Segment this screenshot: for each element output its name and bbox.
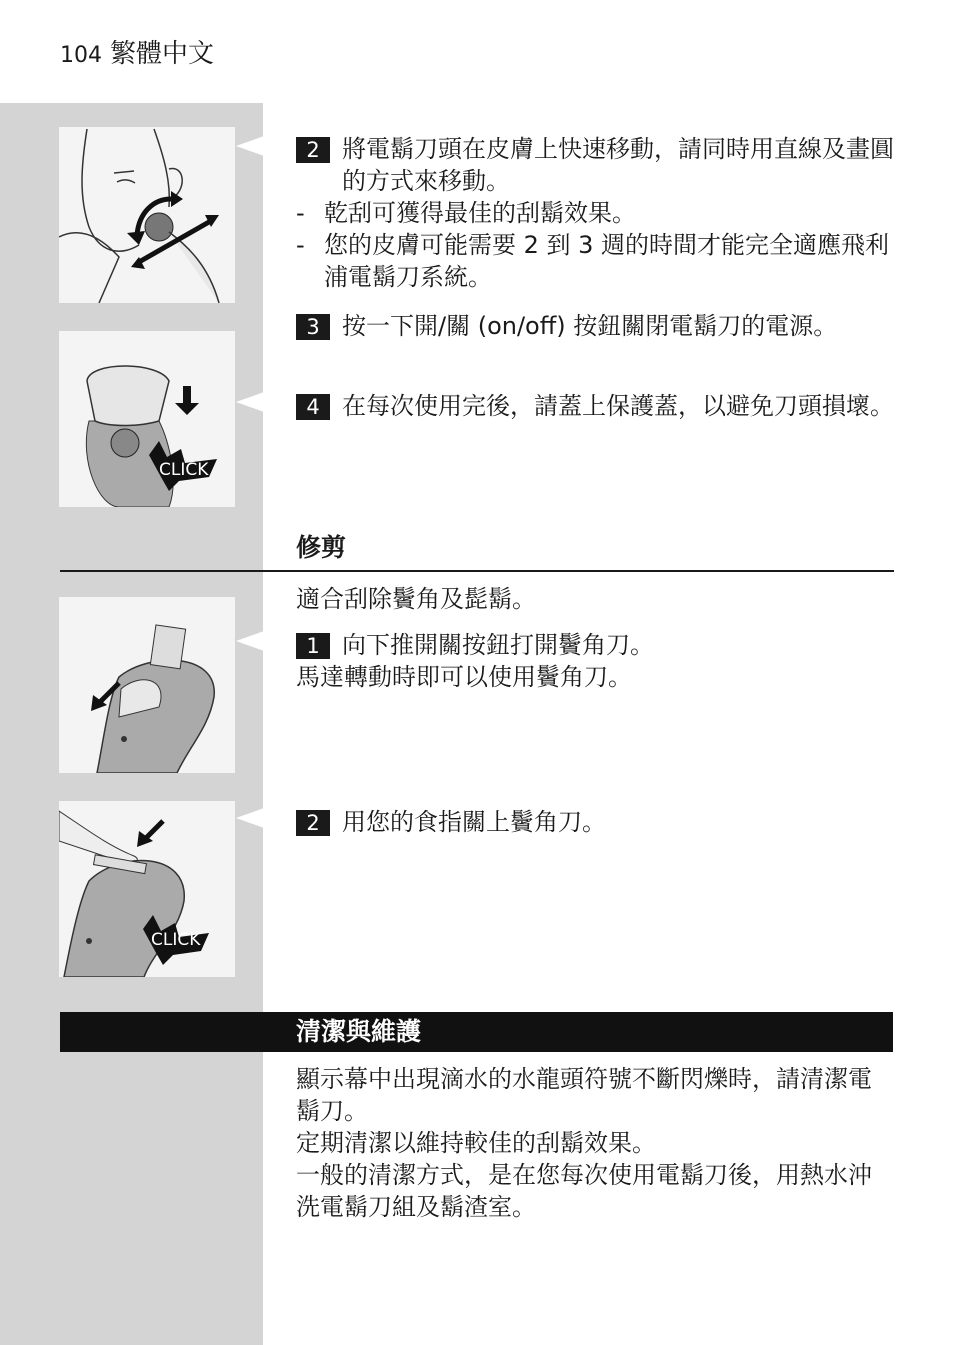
trim-step-2-block [296,806,896,838]
trim-step-2 [296,806,896,838]
step-text: 用您的食指關上鬢角刀。 [342,808,606,836]
bullet-marker: - [296,231,305,259]
bullet-item [296,197,896,229]
bullet-text: 乾刮可獲得最佳的刮鬍效果。 [324,199,636,227]
step-3-block [296,310,896,342]
step-number-badge: 1 [296,633,330,659]
click-label: CLICK [151,930,201,950]
trim-step-1 [296,629,896,661]
bullet-text: 您的皮膚可能需要 2 到 3 週的時間才能完全適應飛利浦電鬍刀系統。 [324,231,890,291]
cleaning-text-block [296,1063,876,1223]
cleaning-paragraph: 一般的清潔方式，是在您每次使用電鬍刀後，用熱水沖洗電鬍刀組及鬍渣室。 [296,1161,872,1221]
step-number-badge: 2 [296,810,330,836]
step-3-power-off [296,310,896,342]
trim-intro: 適合刮除鬢角及髭鬍。 [296,585,536,613]
illustration-pointer [236,136,264,156]
step-number-badge: 2 [296,137,330,163]
face-shaving-icon [59,127,235,303]
illustration-cap-click [59,331,235,507]
step-4-block [296,390,896,422]
shaving-steps [296,133,896,293]
step-text: 按一下開/關 (on/off) 按鈕關閉電鬍刀的電源。 [342,312,838,340]
bullet-item [296,229,896,293]
trim-step-1-note: 馬達轉動時即可以使用鬢角刀。 [296,663,632,691]
illustration-trimmer-open [59,597,235,773]
trim-heading: 修剪 [296,533,347,562]
step-text: 在每次使用完後，請蓋上保護蓋，以避免刀頭損壞。 [342,392,894,420]
cleaning-section-bar [60,1012,893,1052]
language-title: 繁體中文 [110,39,215,69]
trimmer-open-icon [59,597,235,773]
trim-intro-block [296,583,896,615]
step-4-cap [296,390,896,422]
trimmer-close-icon [59,801,235,977]
illustration-shaving-face [59,127,235,303]
step-number-badge: 4 [296,394,330,420]
illustration-trimmer-close [59,801,235,977]
step-number-badge: 3 [296,314,330,340]
section-divider [60,570,894,572]
page-number: 104 [60,43,102,68]
cleaning-paragraph: 顯示幕中出現滴水的水龍頭符號不斷閃爍時，請清潔電鬍刀。 [296,1065,872,1125]
page-header [60,34,214,76]
shaver-cap-icon [59,331,235,507]
illustration-pointer [236,808,264,828]
bullet-marker: - [296,199,305,227]
step-text: 將電鬍刀頭在皮膚上快速移動，請同時用直線及畫圓的方式來移動。 [342,135,894,195]
step-2-shave [296,133,896,197]
click-label: CLICK [159,460,209,480]
illustration-pointer [236,392,264,412]
cleaning-paragraph: 定期清潔以維持較佳的刮鬍效果。 [296,1129,656,1157]
step-text: 向下推開關按鈕打開鬢角刀。 [342,631,654,659]
cleaning-heading: 清潔與維護 [296,1017,422,1046]
trim-step-1-block [296,629,896,693]
illustration-pointer [236,631,264,651]
